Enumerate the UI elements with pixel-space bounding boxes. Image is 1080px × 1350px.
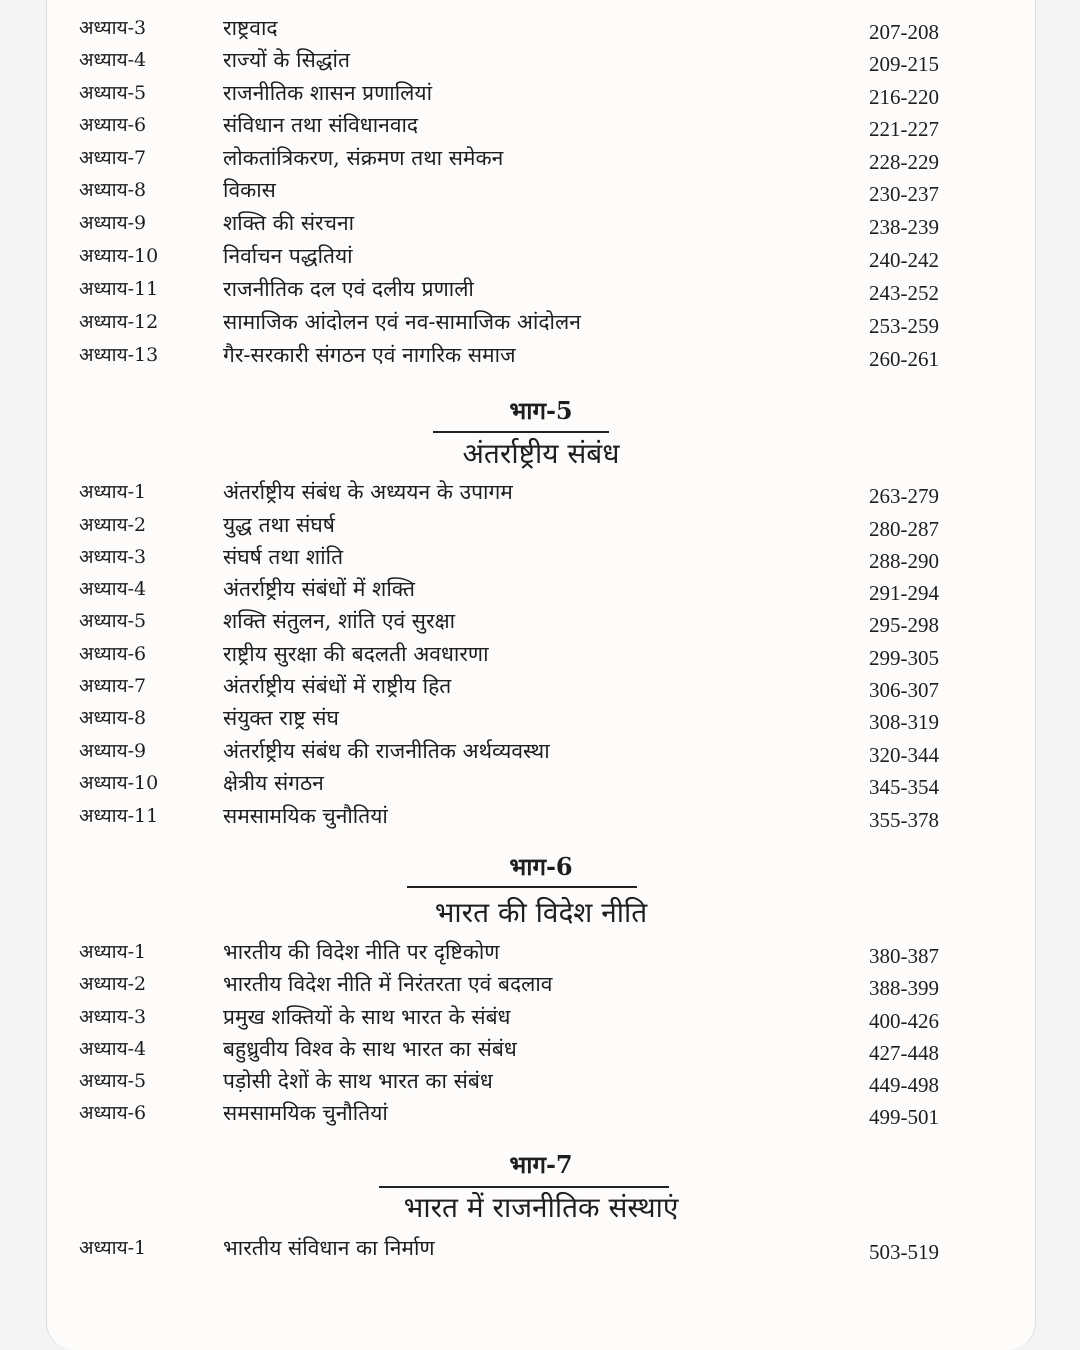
chapter-title: सामाजिक आंदोलन एवं नव-सामाजिक आंदोलन (223, 310, 581, 334)
page-range: 400-426 (869, 1009, 939, 1033)
chapter-title: अंतर्राष्ट्रीय संबंधों में शक्ति (223, 577, 415, 601)
toc-row (47, 1234, 1035, 1266)
chapter-title: राष्ट्रवाद (223, 16, 278, 40)
heading-underline (407, 886, 637, 888)
page-range: 291-294 (869, 581, 939, 605)
chapter-number: अध्याय-1 (79, 941, 147, 963)
toc-row (47, 802, 1035, 834)
chapter-title: संघर्ष तथा शांति (223, 545, 344, 569)
toc-row (47, 1003, 1035, 1035)
chapter-number: अध्याय-9 (79, 212, 147, 234)
chapter-title: बहुध्रुवीय विश्व के साथ भारत का संबंध (223, 1037, 517, 1061)
toc-row (47, 640, 1035, 672)
book-page (46, 0, 1036, 1350)
part-title: भारत की विदेश नीति (434, 896, 648, 929)
toc-row (47, 79, 1035, 111)
chapter-number: अध्याय-2 (79, 514, 147, 536)
page-range: 388-399 (869, 976, 939, 1000)
part-number: भाग-6 (509, 852, 573, 881)
page-range: 299-305 (869, 646, 939, 670)
chapter-number: अध्याय-8 (79, 707, 147, 729)
toc-row (47, 970, 1035, 1002)
chapter-title: शक्ति की संरचना (223, 211, 355, 235)
page-range: 320-344 (869, 743, 939, 767)
toc-row (47, 1035, 1035, 1067)
page-range: 280-287 (869, 517, 939, 541)
chapter-title: भारतीय संविधान का निर्माण (223, 1236, 435, 1260)
toc-row (47, 242, 1035, 274)
chapter-title: संविधान तथा संविधानवाद (223, 113, 419, 137)
chapter-title: समसामयिक चुनौतियां (223, 804, 388, 828)
page-range: 207-208 (869, 20, 939, 44)
chapter-title: राज्यों के सिद्धांत (223, 48, 350, 72)
part-heading (47, 436, 1035, 472)
chapter-title: अंतर्राष्ट्रीय संबंध की राजनीतिक अर्थव्यवस्था (223, 739, 550, 763)
page-range: 345-354 (869, 775, 939, 799)
page-range: 209-215 (869, 52, 939, 76)
toc-row (47, 111, 1035, 143)
chapter-number: अध्याय-6 (79, 643, 147, 665)
part-heading (47, 394, 1035, 428)
toc-row (47, 176, 1035, 208)
toc-row (47, 769, 1035, 801)
page-range: 427-448 (869, 1041, 939, 1065)
page-range: 263-279 (869, 484, 939, 508)
toc-row (47, 672, 1035, 704)
page-range: 243-252 (869, 281, 939, 305)
page-range: 240-242 (869, 248, 939, 272)
part-title: भारत में राजनीतिक संस्थाएं (403, 1191, 679, 1224)
heading-underline (433, 431, 609, 433)
chapter-number: अध्याय-8 (79, 179, 147, 201)
chapter-number: अध्याय-11 (79, 805, 159, 827)
toc-row (47, 737, 1035, 769)
chapter-title: राष्ट्रीय सुरक्षा की बदलती अवधारणा (223, 642, 489, 666)
toc-row (47, 144, 1035, 176)
part-heading (47, 850, 1035, 884)
toc-row (47, 543, 1035, 575)
chapter-number: अध्याय-7 (79, 675, 147, 697)
chapter-title: संयुक्त राष्ट्र संघ (223, 706, 339, 730)
chapter-number: अध्याय-1 (79, 481, 147, 503)
page-range: 503-519 (869, 1240, 939, 1264)
chapter-number: अध्याय-2 (79, 973, 147, 995)
chapter-number: अध्याय-11 (79, 278, 159, 300)
page-range: 238-239 (869, 215, 939, 239)
toc-row (47, 209, 1035, 241)
toc-row (47, 308, 1035, 340)
chapter-number: अध्याय-3 (79, 1006, 147, 1028)
chapter-title: प्रमुख शक्तियों के साथ भारत के संबंध (223, 1005, 511, 1029)
page-range: 221-227 (869, 117, 939, 141)
part-number: भाग-7 (509, 1150, 573, 1179)
chapter-number: अध्याय-3 (79, 546, 147, 568)
chapter-title: समसामयिक चुनौतियां (223, 1101, 388, 1125)
chapter-title: विकास (223, 178, 276, 202)
page-range: 380-387 (869, 944, 939, 968)
toc-row (47, 14, 1035, 46)
chapter-number: अध्याय-5 (79, 610, 147, 632)
toc-row (47, 1067, 1035, 1099)
chapter-number: अध्याय-12 (79, 311, 159, 333)
page-range: 253-259 (869, 314, 939, 338)
chapter-title: क्षेत्रीय संगठन (223, 771, 324, 795)
part-heading (47, 1148, 1035, 1182)
part-number: भाग-5 (509, 396, 573, 425)
chapter-title: भारतीय की विदेश नीति पर दृष्टिकोण (223, 940, 500, 964)
chapter-number: अध्याय-4 (79, 578, 147, 600)
page-range: 355-378 (869, 808, 939, 832)
chapter-title: राजनीतिक शासन प्रणालियां (223, 81, 433, 105)
toc-row (47, 275, 1035, 307)
chapter-title: निर्वाचन पद्धतियां (223, 244, 353, 268)
page-range: 230-237 (869, 182, 939, 206)
toc-row (47, 478, 1035, 510)
chapter-number: अध्याय-4 (79, 49, 147, 71)
toc-row (47, 1099, 1035, 1131)
chapter-number: अध्याय-6 (79, 114, 147, 136)
page-range: 306-307 (869, 678, 939, 702)
toc-row (47, 704, 1035, 736)
toc-row (47, 607, 1035, 639)
part-title: अंतर्राष्ट्रीय संबंध (462, 437, 620, 470)
chapter-number: अध्याय-5 (79, 1070, 147, 1092)
page-range: 449-498 (869, 1073, 939, 1097)
chapter-number: अध्याय-10 (79, 772, 159, 794)
page-range: 295-298 (869, 613, 939, 637)
chapter-number: अध्याय-13 (79, 344, 159, 366)
toc-row (47, 341, 1035, 373)
part-heading (47, 895, 1035, 931)
page-range: 216-220 (869, 85, 939, 109)
chapter-number: अध्याय-7 (79, 147, 147, 169)
chapter-title: पड़ोसी देशों के साथ भारत का संबंध (223, 1069, 493, 1093)
chapter-number: अध्याय-5 (79, 82, 147, 104)
page-range: 228-229 (869, 150, 939, 174)
chapter-number: अध्याय-10 (79, 245, 159, 267)
toc-row (47, 938, 1035, 970)
chapter-title: अंतर्राष्ट्रीय संबंध के अध्ययन के उपागम (223, 480, 513, 504)
page-range: 308-319 (869, 710, 939, 734)
chapter-title: युद्ध तथा संघर्ष (223, 513, 335, 537)
chapter-number: अध्याय-9 (79, 740, 147, 762)
toc-row (47, 46, 1035, 78)
page-range: 288-290 (869, 549, 939, 573)
chapter-number: अध्याय-6 (79, 1102, 147, 1124)
chapter-number: अध्याय-4 (79, 1038, 147, 1060)
chapter-number: अध्याय-1 (79, 1237, 147, 1259)
toc-row (47, 575, 1035, 607)
page-range: 260-261 (869, 347, 939, 371)
chapter-title: शक्ति संतुलन, शांति एवं सुरक्षा (223, 609, 456, 633)
chapter-title: राजनीतिक दल एवं दलीय प्रणाली (223, 277, 474, 301)
chapter-title: अंतर्राष्ट्रीय संबंधों में राष्ट्रीय हित (223, 674, 452, 698)
part-heading (47, 1190, 1035, 1226)
chapter-title: भारतीय विदेश नीति में निरंतरता एवं बदलाव (223, 972, 553, 996)
chapter-title: गैर-सरकारी संगठन एवं नागरिक समाज (223, 343, 516, 367)
chapter-title: लोकतांत्रिकरण, संक्रमण तथा समेकन (223, 146, 504, 170)
chapter-number: अध्याय-3 (79, 17, 147, 39)
heading-underline (379, 1186, 669, 1188)
page-range: 499-501 (869, 1105, 939, 1129)
toc-row (47, 511, 1035, 543)
